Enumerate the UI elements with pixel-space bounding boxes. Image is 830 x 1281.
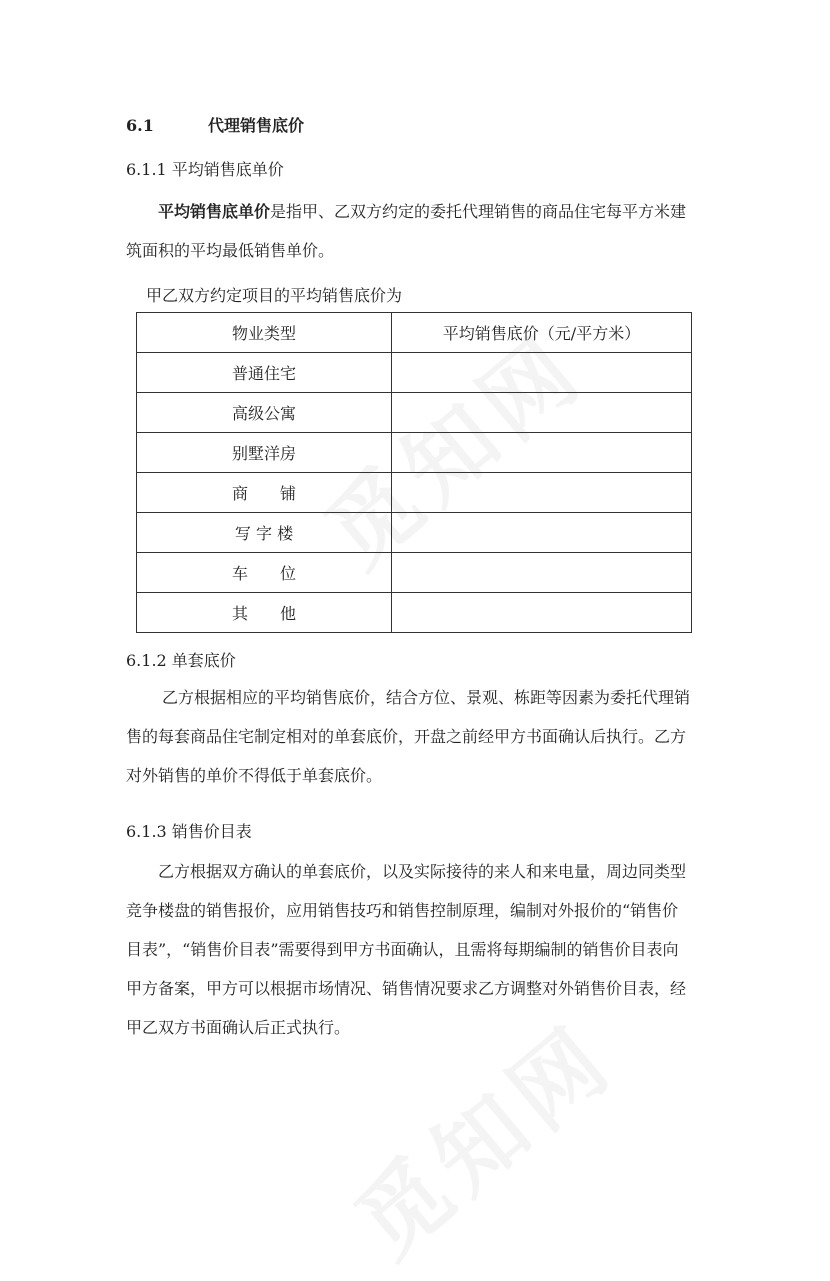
property-type-cell: 高级公寓 — [137, 393, 392, 433]
table-row — [137, 593, 692, 633]
table-row — [137, 433, 692, 473]
section-title: 代理销售底价 — [208, 116, 305, 135]
table-row — [137, 353, 692, 393]
price-cell — [392, 393, 692, 433]
price-cell — [392, 553, 692, 593]
header-average-price: 平均销售底价（元/平方米） — [392, 313, 692, 353]
price-cell — [392, 513, 692, 553]
header-property-type: 物业类型 — [137, 313, 392, 353]
subsection-heading-1: 6.1.1 平均销售底单价 — [126, 160, 284, 179]
price-cell — [392, 433, 692, 473]
property-type-cell: 其 他 — [137, 593, 392, 633]
table-row — [137, 513, 692, 553]
property-type-cell: 车 位 — [137, 553, 392, 593]
paragraph-2: 乙方根据相应的平均销售底价，结合方位、景观、栋距等因素为委托代理销售的每套商品住宅制定相对的单套底价，开盘之前经甲方书面确认后执行。乙方对外销售的单价不得低于单套底价。 — [126, 688, 691, 785]
property-type-cell: 商 铺 — [137, 473, 392, 513]
table-row — [137, 553, 692, 593]
subsection-heading-3: 6.1.3 销售价目表 — [126, 822, 252, 841]
section-heading — [126, 113, 304, 136]
price-table — [136, 312, 692, 633]
section-number: 6.1 — [126, 116, 154, 135]
paragraph-1 — [126, 192, 692, 270]
paragraph-1-term: 平均销售底单价 — [158, 202, 271, 221]
price-cell — [392, 593, 692, 633]
table-header-row — [137, 313, 692, 353]
property-type-cell: 写 字 楼 — [137, 513, 392, 553]
property-type-cell: 别墅洋房 — [137, 433, 392, 473]
price-cell — [392, 353, 692, 393]
price-cell — [392, 473, 692, 513]
subsection-heading-2: 6.1.2 单套底价 — [126, 651, 236, 670]
table-row — [137, 473, 692, 513]
paragraph-1-text: 是指甲、乙双方约定的委托代理销售的商品住宅每平方米建筑面积的平均最低销售单价。 — [126, 202, 687, 260]
property-type-cell: 普通住宅 — [137, 353, 392, 393]
paragraph-3: 乙方根据双方确认的单套底价，以及实际接待的来人和来电量，周边同类型竞争楼盘的销售报价，应用销售技巧和销售控制原理，编制对外报价的“销售价目表”，“销售价目表”需要得到甲方书面确认，且需将每期编制的销售价目表向甲方备案，甲方可以根据市场情况、销售情况要求乙方调整对外销售价目表，经甲乙双方书面确认后正式执行。 — [126, 862, 687, 1037]
table-intro: 甲乙双方约定项目的平均销售底价为 — [146, 286, 403, 305]
table-row — [137, 393, 692, 433]
